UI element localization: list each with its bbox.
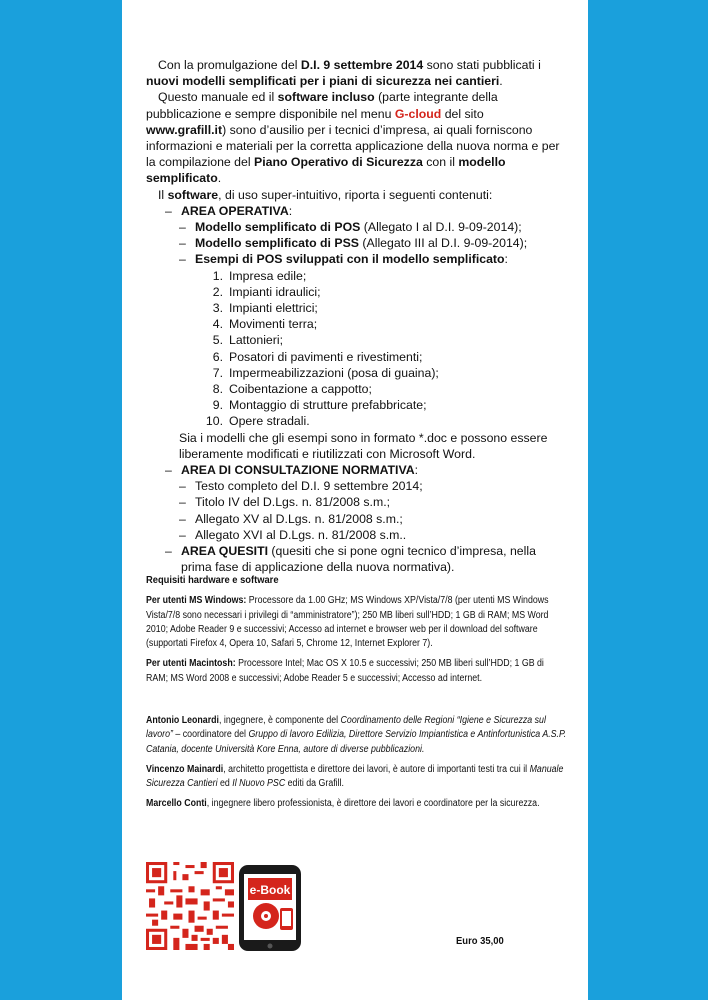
mac-requirements: Per utenti Macintosh: Processore Intel; Mac OS X 10.5 e successivi; 250 MB liberi sull’HDD; 1 GB di RAM; MS Word 2008 e successivi; Adobe Reader 5 e successivi; Accesso ad internet. — [146, 658, 544, 684]
qr-code-icon[interactable] — [146, 862, 234, 950]
example-item: 4. Movimenti terra; — [212, 317, 318, 332]
price-label: Euro 35,00 — [456, 935, 504, 947]
list-item: – Testo completo del D.I. 9 settembre 2014; — [179, 479, 423, 494]
area-operativa-heading: – AREA OPERATIVA: — [165, 203, 293, 218]
example-item: 3. Impianti elettrici; — [212, 301, 318, 316]
example-item: 6. Posatori di pavimenti e rivestimenti; — [212, 349, 423, 364]
example-item: 2. Impianti idraulici; — [212, 284, 321, 299]
intro-paragraph-2: Questo manuale ed il software incluso (parte integrante della pubblicazione e sempre disponibile nel menu G-cloud del sito www.grafill.it) sono d’ausilio per i tecnici d’impresa, ai quali forniscono informazioni e materiali per la corretta applicazione della nuova norma e per la compilazione del Piano Operativo di Sicurezza con il modello semplificato. — [146, 90, 560, 186]
list-item: – Allegato XV al D.Lgs. n. 81/2008 s.m.; — [179, 511, 403, 526]
list-item: – Esempi di POS sviluppati con il modello semplificato: — [179, 252, 508, 267]
area-consultazione-heading: – AREA DI CONSULTAZIONE NORMATIVA: — [165, 463, 419, 478]
ebook-label: e-Book — [249, 883, 291, 897]
example-item: 10. Opere stradali. — [205, 414, 310, 429]
authors-section — [146, 714, 566, 818]
requirements-title: Requisiti hardware e software — [146, 575, 279, 586]
list-item: – Titolo IV del D.Lgs. n. 81/2008 s.m.; — [179, 495, 391, 510]
requirements-section — [146, 574, 566, 692]
example-item: 7. Impermeabilizzazioni (posa di guaina); — [212, 365, 439, 380]
intro-paragraph-1: Con la promulgazione del D.I. 9 settembre 2014 sono stati pubblicati i nuovi modelli semplificati per i piani di sicurezza nei cantieri. — [146, 58, 541, 89]
author-bio: Antonio Leonardi, ingegnere, è componente del Coordinamento delle Regioni “Igiene e Sicurezza sul lavoro” – coordinatore del Gruppo di lavoro Edilizia, Direttore Servizio Impiantistica e Antinfortunistica A.S.P. Catania, docente Università Kore Enna, autore di diverse pubblicazioni. — [146, 715, 567, 755]
format-note: Sia i modelli che gli esempi sono in formato *.doc e possono essere liberamente modificati e riutilizzati con Microsoft Word. — [179, 430, 548, 461]
example-item: 9. Montaggio di strutture prefabbricate; — [212, 398, 427, 413]
ebook-tablet-icon[interactable] — [238, 864, 302, 952]
example-item: 5. Lattonieri; — [212, 333, 284, 348]
windows-requirements: Per utenti MS Windows: Processore da 1.00 GHz; MS Windows XP/Vista/7/8 (per utenti MS Windows Vista/7/8 sono necessari i privilegi di “amministratore”); 250 MB liberi sull’HDD; 1 GB di RAM; MS Word 2010; Adobe Reader 9 e successivi; Accesso ad internet e browser web per il download del software (supportati Firefox 4, Opera 10, Safari 5, Chrome 12, Internet Explorer 7). — [146, 595, 549, 650]
area-quesiti-heading: – AREA QUESITI (quesiti che si pone ogni tecnico d’impresa, nella prima fase di applicazione della nuova normativa). — [165, 544, 536, 575]
example-item: 8. Coibentazione a cappotto; — [212, 382, 372, 397]
list-item: – Modello semplificato di POS (Allegato I al D.I. 9-09-2014); — [179, 220, 522, 235]
main-text — [146, 57, 564, 576]
author-bio: Marcello Conti, ingegnere libero professionista, è direttore dei lavori e coordinatore per la sicurezza. — [146, 798, 540, 810]
example-item: 1. Impresa edile; — [212, 268, 307, 283]
list-item: – Modello semplificato di PSS (Allegato III al D.I. 9-09-2014); — [179, 236, 528, 251]
intro-paragraph-3: Il software, di uso super-intuitivo, riporta i seguenti contenuti: — [158, 187, 493, 202]
author-bio: Vincenzo Mainardi, architetto progettista e direttore dei lavori, è autore di importanti testi tra cui il Manuale Sicurezza Cantieri ed Il Nuovo PSC editi da Grafill. — [146, 763, 564, 790]
list-item: – Allegato XVI al D.Lgs. n. 81/2008 s.m.. — [179, 527, 407, 542]
